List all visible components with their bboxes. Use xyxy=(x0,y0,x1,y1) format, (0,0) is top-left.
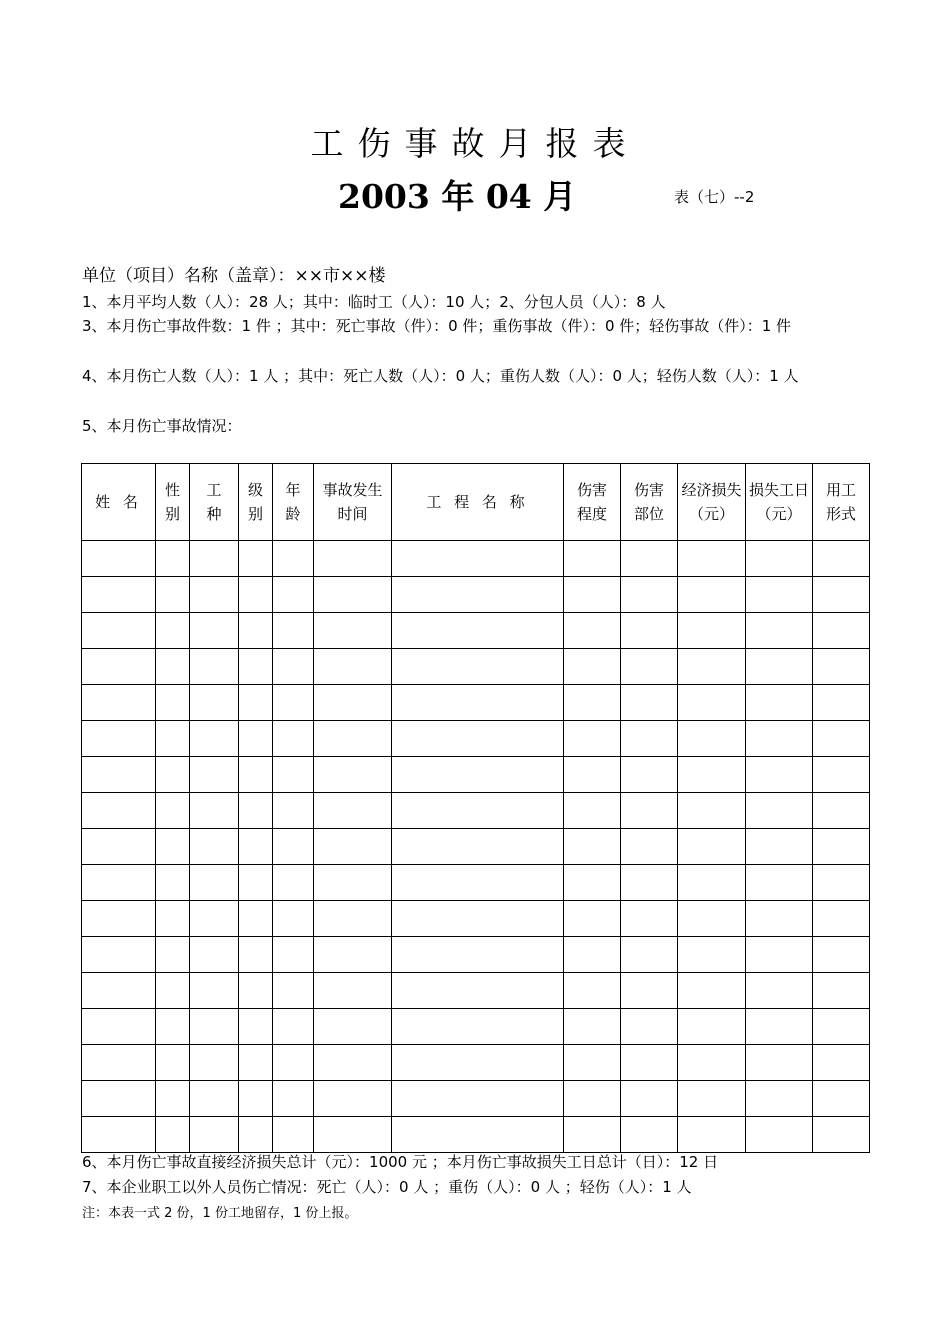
cell-grade xyxy=(239,757,273,793)
cell-age xyxy=(273,937,314,973)
cell-severity xyxy=(564,829,621,865)
cell-grade xyxy=(239,937,273,973)
cell-name xyxy=(82,577,156,613)
table-row xyxy=(82,1009,870,1045)
cell-gender xyxy=(156,757,190,793)
cell-severity xyxy=(564,649,621,685)
cell-part xyxy=(621,577,678,613)
header-days: 损失工日（元） xyxy=(746,464,813,541)
cell-gender xyxy=(156,973,190,1009)
header-age: 年龄 xyxy=(273,464,314,541)
cell-days xyxy=(746,649,813,685)
cell-grade xyxy=(239,1117,273,1153)
cell-time xyxy=(314,577,392,613)
outsider-casualty-line: 7、本企业职工以外人员伤亡情况：死亡（人）：0 人 ；重伤（人）：0 人 ；轻伤（人）：1 人 xyxy=(82,1178,692,1196)
header-employment: 用工形式 xyxy=(813,464,870,541)
cell-employment xyxy=(813,757,870,793)
cell-loss xyxy=(678,757,746,793)
cell-employment xyxy=(813,577,870,613)
cell-project xyxy=(392,721,564,757)
cell-part xyxy=(621,973,678,1009)
cell-severity xyxy=(564,721,621,757)
cell-grade xyxy=(239,1081,273,1117)
table-row xyxy=(82,577,870,613)
casualty-count-line: 4、本月伤亡人数（人）：1 人 ；其中：死亡人数（人）：0 人；重伤人数（人）：0 人；轻伤人数（人）：1 人 xyxy=(82,367,799,385)
cell-loss xyxy=(678,901,746,937)
cell-time xyxy=(314,793,392,829)
cell-job xyxy=(190,865,239,901)
cell-severity xyxy=(564,685,621,721)
cell-job xyxy=(190,973,239,1009)
cell-part xyxy=(621,1081,678,1117)
cell-severity xyxy=(564,793,621,829)
cell-severity xyxy=(564,613,621,649)
cell-age xyxy=(273,541,314,577)
cell-gender xyxy=(156,937,190,973)
cell-days xyxy=(746,1117,813,1153)
cell-time xyxy=(314,865,392,901)
cell-name xyxy=(82,649,156,685)
cell-gender xyxy=(156,1009,190,1045)
accident-count-line: 3、本月伤亡事故件数：1 件 ；其中：死亡事故（件）：0 件；重伤事故（件）：0 件；轻伤事故（件）：1 件 xyxy=(82,317,792,335)
cell-project xyxy=(392,685,564,721)
cell-age xyxy=(273,1117,314,1153)
cell-job xyxy=(190,793,239,829)
cell-loss xyxy=(678,865,746,901)
cell-severity xyxy=(564,973,621,1009)
cell-job xyxy=(190,541,239,577)
cell-job xyxy=(190,1081,239,1117)
table-header-row xyxy=(82,464,870,541)
cell-time xyxy=(314,757,392,793)
cell-gender xyxy=(156,865,190,901)
cell-project xyxy=(392,1081,564,1117)
cell-name xyxy=(82,685,156,721)
cell-employment xyxy=(813,901,870,937)
header-grade: 级别 xyxy=(239,464,273,541)
cell-employment xyxy=(813,613,870,649)
cell-severity xyxy=(564,1009,621,1045)
cell-age xyxy=(273,973,314,1009)
report-period: 2003 年 04 月 xyxy=(338,177,577,216)
cell-part xyxy=(621,901,678,937)
cell-name xyxy=(82,829,156,865)
cell-grade xyxy=(239,577,273,613)
table-row xyxy=(82,865,870,901)
cell-gender xyxy=(156,901,190,937)
cell-project xyxy=(392,901,564,937)
cell-gender xyxy=(156,829,190,865)
cell-time xyxy=(314,1117,392,1153)
cell-gender xyxy=(156,541,190,577)
footnote: 注：本表一式 2 份，1 份工地留存，1 份上报。 xyxy=(82,1206,358,1221)
cell-gender xyxy=(156,1117,190,1153)
cell-loss xyxy=(678,1081,746,1117)
cell-project xyxy=(392,1045,564,1081)
table-row xyxy=(82,685,870,721)
cell-loss xyxy=(678,829,746,865)
cell-grade xyxy=(239,685,273,721)
cell-project xyxy=(392,1009,564,1045)
cell-job xyxy=(190,649,239,685)
cell-name xyxy=(82,901,156,937)
cell-age xyxy=(273,1009,314,1045)
cell-days xyxy=(746,721,813,757)
cell-severity xyxy=(564,937,621,973)
cell-days xyxy=(746,757,813,793)
table-row xyxy=(82,649,870,685)
cell-employment xyxy=(813,829,870,865)
cell-name xyxy=(82,1045,156,1081)
table-row xyxy=(82,721,870,757)
cell-severity xyxy=(564,577,621,613)
header-time: 事故发生时间 xyxy=(314,464,392,541)
cell-project xyxy=(392,793,564,829)
total-loss-line: 6、本月伤亡事故直接经济损失总计（元）：1000 元 ；本月伤亡事故损失工日总计（日）：12 日 xyxy=(82,1153,719,1171)
cell-loss xyxy=(678,1117,746,1153)
cell-age xyxy=(273,865,314,901)
cell-project xyxy=(392,829,564,865)
table-row xyxy=(82,1117,870,1153)
cell-age xyxy=(273,1081,314,1117)
cell-loss xyxy=(678,649,746,685)
cell-time xyxy=(314,1081,392,1117)
cell-time xyxy=(314,1045,392,1081)
cell-days xyxy=(746,613,813,649)
cell-name xyxy=(82,865,156,901)
cell-job xyxy=(190,1045,239,1081)
cell-employment xyxy=(813,541,870,577)
cell-time xyxy=(314,649,392,685)
cell-gender xyxy=(156,1081,190,1117)
cell-time xyxy=(314,829,392,865)
cell-project xyxy=(392,757,564,793)
table-row xyxy=(82,901,870,937)
cell-job xyxy=(190,1117,239,1153)
cell-employment xyxy=(813,1117,870,1153)
cell-employment xyxy=(813,1081,870,1117)
cell-name xyxy=(82,1117,156,1153)
form-number: 表（七）--2 xyxy=(674,188,755,206)
cell-employment xyxy=(813,1009,870,1045)
cell-part xyxy=(621,757,678,793)
cell-grade xyxy=(239,865,273,901)
table-row xyxy=(82,1081,870,1117)
header-gender: 性别 xyxy=(156,464,190,541)
cell-name xyxy=(82,1009,156,1045)
cell-days xyxy=(746,973,813,1009)
cell-employment xyxy=(813,721,870,757)
cell-employment xyxy=(813,865,870,901)
cell-age xyxy=(273,721,314,757)
cell-part xyxy=(621,541,678,577)
cell-age xyxy=(273,577,314,613)
cell-age xyxy=(273,649,314,685)
cell-name xyxy=(82,793,156,829)
cell-days xyxy=(746,577,813,613)
cell-name xyxy=(82,1081,156,1117)
cell-job xyxy=(190,721,239,757)
cell-project xyxy=(392,973,564,1009)
cell-part xyxy=(621,793,678,829)
cell-loss xyxy=(678,973,746,1009)
cell-grade xyxy=(239,1009,273,1045)
cell-job xyxy=(190,757,239,793)
cell-part xyxy=(621,649,678,685)
cell-age xyxy=(273,829,314,865)
cell-grade xyxy=(239,1045,273,1081)
cell-project xyxy=(392,613,564,649)
cell-time xyxy=(314,541,392,577)
cell-name xyxy=(82,937,156,973)
cell-loss xyxy=(678,613,746,649)
cell-employment xyxy=(813,1045,870,1081)
cell-days xyxy=(746,685,813,721)
cell-employment xyxy=(813,685,870,721)
cell-severity xyxy=(564,901,621,937)
table-row xyxy=(82,973,870,1009)
cell-grade xyxy=(239,901,273,937)
cell-time xyxy=(314,901,392,937)
cell-age xyxy=(273,685,314,721)
cell-days xyxy=(746,793,813,829)
accident-table xyxy=(81,463,870,1153)
cell-grade xyxy=(239,541,273,577)
table-row xyxy=(82,613,870,649)
cell-gender xyxy=(156,613,190,649)
cell-grade xyxy=(239,973,273,1009)
cell-grade xyxy=(239,721,273,757)
cell-employment xyxy=(813,973,870,1009)
cell-part xyxy=(621,685,678,721)
cell-loss xyxy=(678,937,746,973)
cell-loss xyxy=(678,1045,746,1081)
page-title: 工伤事故月报表 xyxy=(310,124,640,163)
cell-days xyxy=(746,1009,813,1045)
cell-loss xyxy=(678,1009,746,1045)
cell-time xyxy=(314,937,392,973)
cell-gender xyxy=(156,793,190,829)
cell-part xyxy=(621,829,678,865)
cell-grade xyxy=(239,793,273,829)
table-row xyxy=(82,757,870,793)
cell-loss xyxy=(678,577,746,613)
cell-project xyxy=(392,649,564,685)
cell-age xyxy=(273,901,314,937)
cell-employment xyxy=(813,937,870,973)
cell-severity xyxy=(564,757,621,793)
table-row xyxy=(82,829,870,865)
cell-name xyxy=(82,973,156,1009)
cell-severity xyxy=(564,865,621,901)
cell-loss xyxy=(678,793,746,829)
cell-age xyxy=(273,1045,314,1081)
cell-gender xyxy=(156,1045,190,1081)
cell-loss xyxy=(678,541,746,577)
cell-job xyxy=(190,1009,239,1045)
cell-part xyxy=(621,1117,678,1153)
cell-job xyxy=(190,937,239,973)
table-row xyxy=(82,793,870,829)
cell-time xyxy=(314,721,392,757)
table-row xyxy=(82,1045,870,1081)
cell-project xyxy=(392,865,564,901)
cell-employment xyxy=(813,793,870,829)
header-name: 姓 名 xyxy=(82,464,156,541)
cell-age xyxy=(273,793,314,829)
header-part: 伤害部位 xyxy=(621,464,678,541)
header-severity: 伤害程度 xyxy=(564,464,621,541)
cell-job xyxy=(190,577,239,613)
cell-gender xyxy=(156,685,190,721)
headcount-line: 1、本月平均人数（人）：28 人；其中：临时工（人）：10 人；2、分包人员（人）：8 人 xyxy=(82,293,666,311)
cell-days xyxy=(746,541,813,577)
cell-employment xyxy=(813,649,870,685)
cell-part xyxy=(621,937,678,973)
cell-gender xyxy=(156,649,190,685)
cell-job xyxy=(190,829,239,865)
cell-part xyxy=(621,721,678,757)
cell-days xyxy=(746,937,813,973)
cell-time xyxy=(314,1009,392,1045)
cell-gender xyxy=(156,721,190,757)
cell-name xyxy=(82,757,156,793)
cell-name xyxy=(82,721,156,757)
cell-job xyxy=(190,685,239,721)
cell-project xyxy=(392,577,564,613)
accident-details-label: 5、本月伤亡事故情况： xyxy=(82,417,242,435)
unit-name: 单位（项目）名称（盖章）：××市××楼 xyxy=(82,266,386,286)
cell-age xyxy=(273,757,314,793)
cell-days xyxy=(746,1045,813,1081)
cell-grade xyxy=(239,613,273,649)
cell-project xyxy=(392,541,564,577)
cell-loss xyxy=(678,685,746,721)
cell-project xyxy=(392,1117,564,1153)
cell-age xyxy=(273,613,314,649)
cell-part xyxy=(621,1045,678,1081)
cell-days xyxy=(746,865,813,901)
cell-job xyxy=(190,901,239,937)
cell-loss xyxy=(678,721,746,757)
cell-severity xyxy=(564,541,621,577)
cell-part xyxy=(621,1009,678,1045)
cell-grade xyxy=(239,829,273,865)
cell-job xyxy=(190,613,239,649)
table-row xyxy=(82,541,870,577)
cell-grade xyxy=(239,649,273,685)
cell-part xyxy=(621,865,678,901)
cell-part xyxy=(621,613,678,649)
header-job: 工种 xyxy=(190,464,239,541)
cell-time xyxy=(314,973,392,1009)
header-loss: 经济损失（元） xyxy=(678,464,746,541)
cell-name xyxy=(82,613,156,649)
cell-days xyxy=(746,829,813,865)
cell-project xyxy=(392,937,564,973)
cell-name xyxy=(82,541,156,577)
cell-time xyxy=(314,685,392,721)
cell-severity xyxy=(564,1117,621,1153)
cell-gender xyxy=(156,577,190,613)
cell-severity xyxy=(564,1045,621,1081)
cell-days xyxy=(746,901,813,937)
header-project: 工 程 名 称 xyxy=(392,464,564,541)
table-row xyxy=(82,937,870,973)
cell-days xyxy=(746,1081,813,1117)
cell-severity xyxy=(564,1081,621,1117)
cell-time xyxy=(314,613,392,649)
